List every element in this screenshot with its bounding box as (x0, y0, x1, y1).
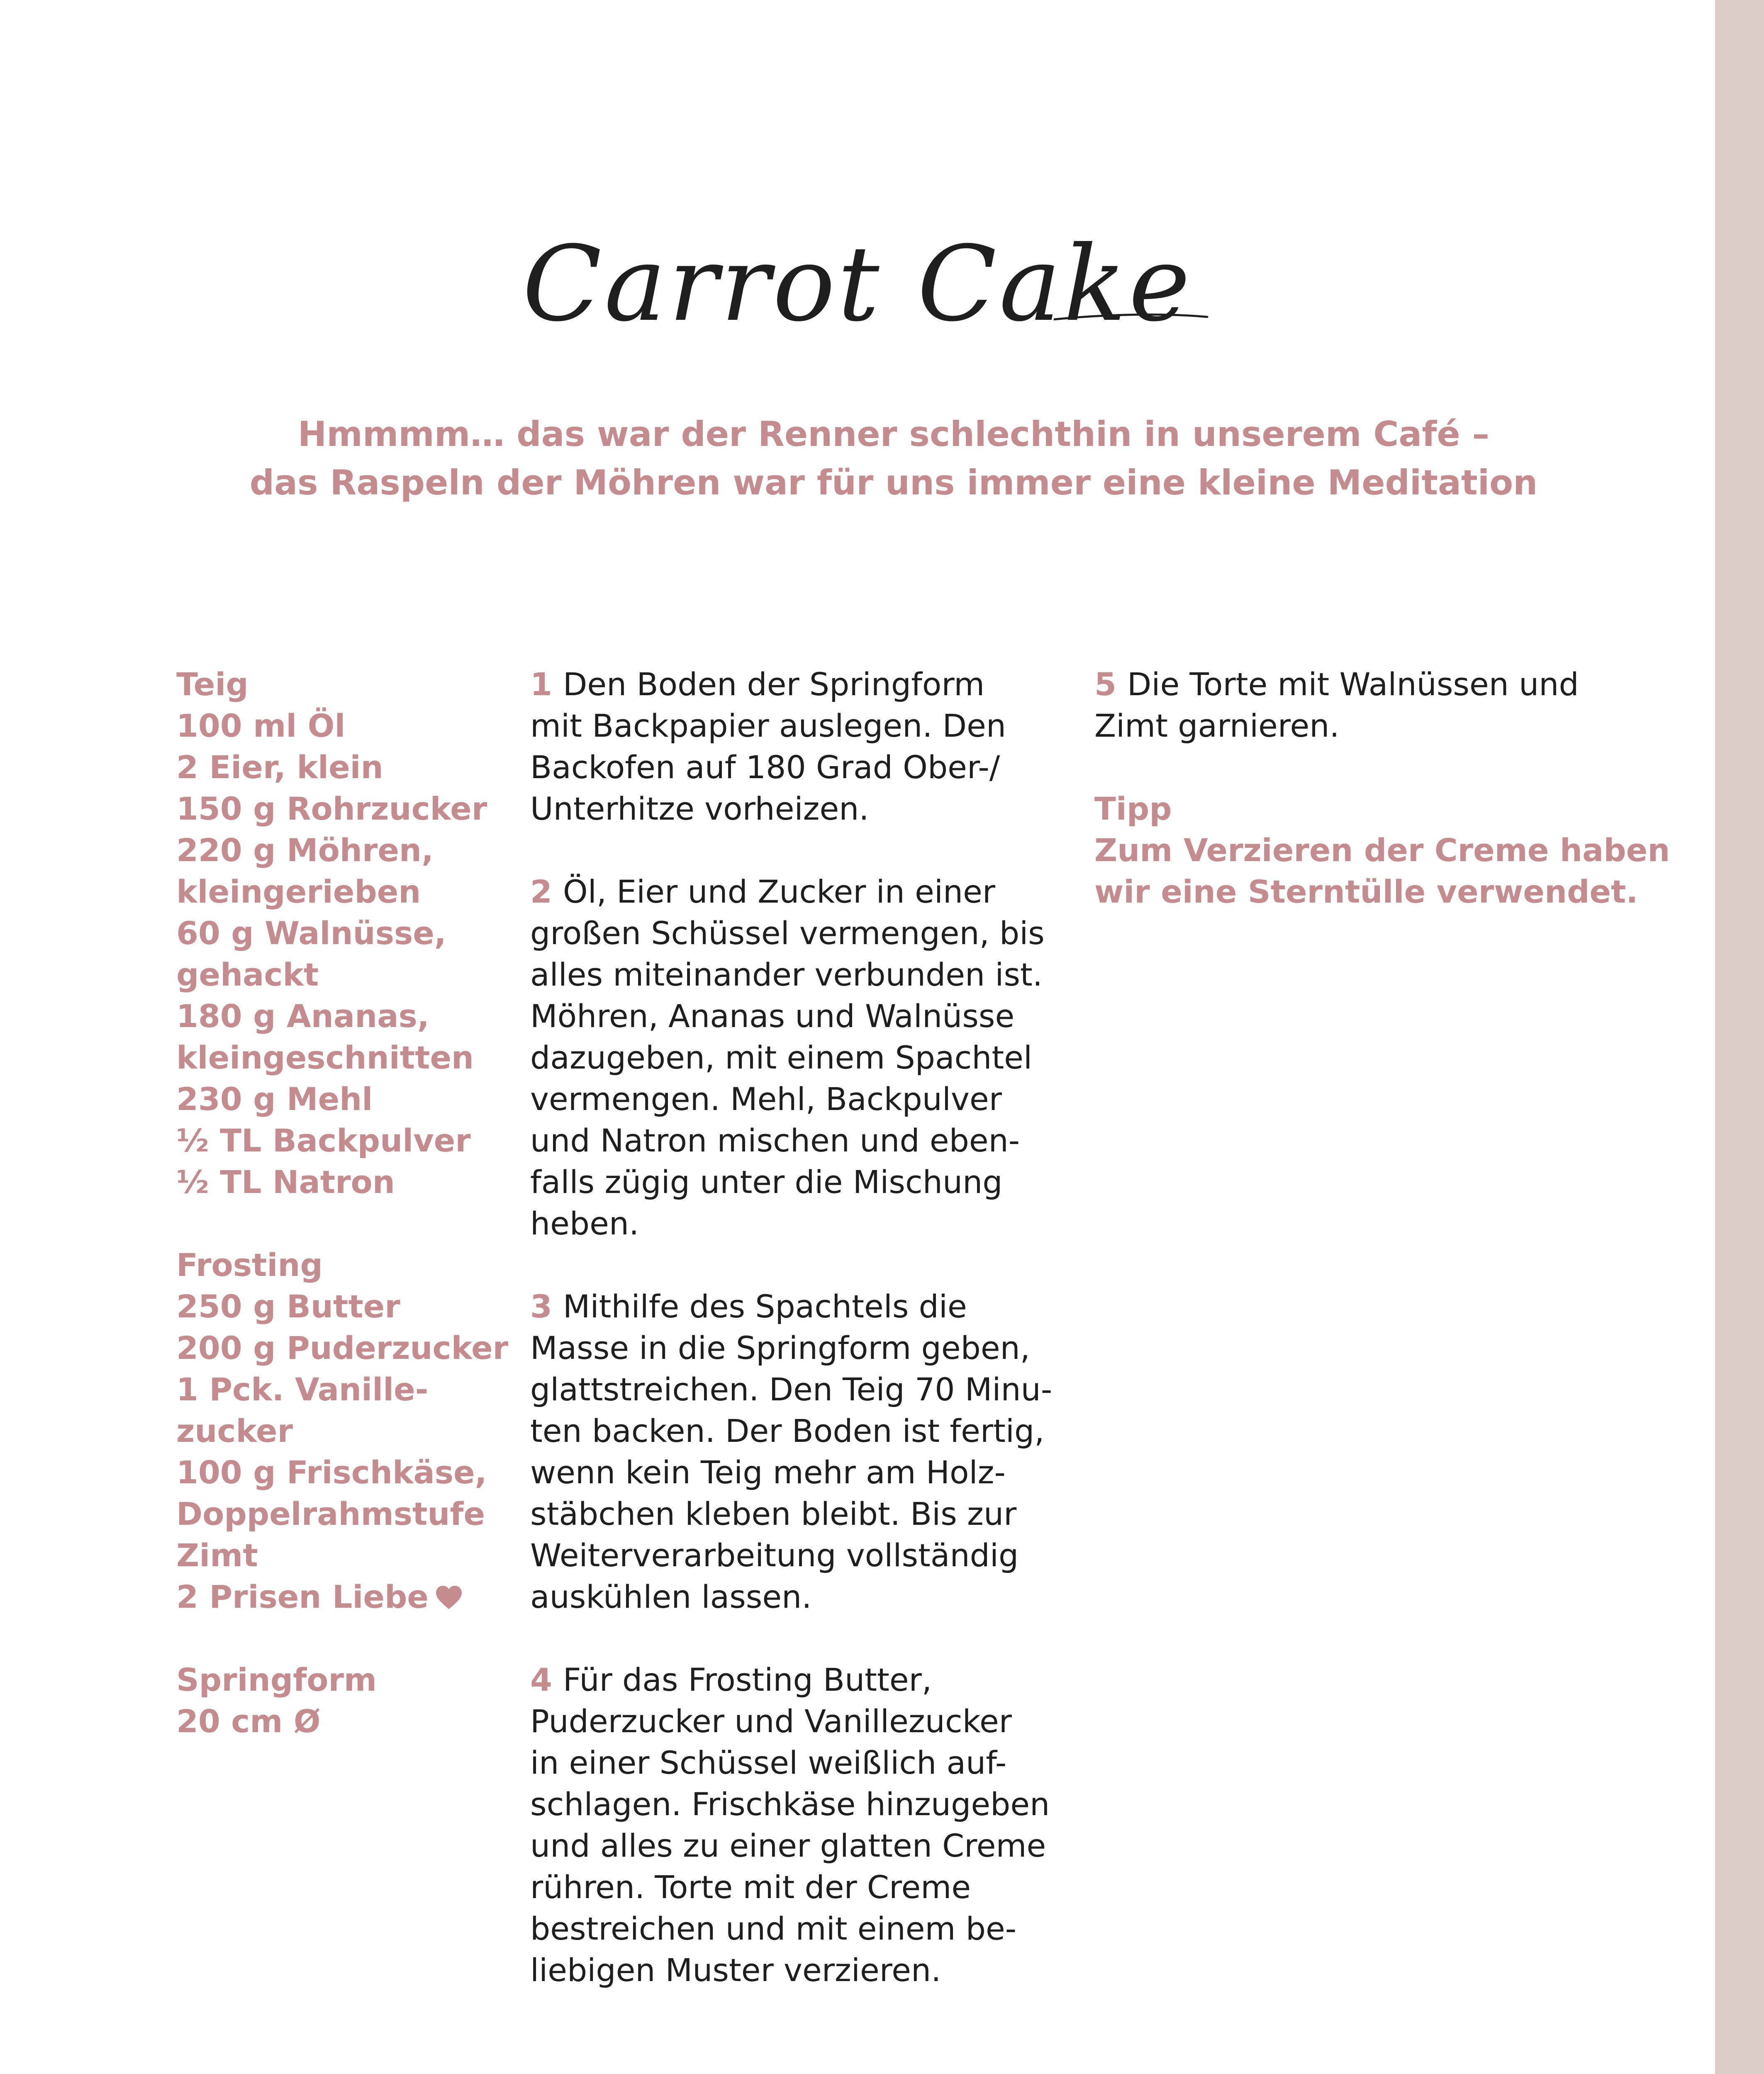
step-text: bestreichen und mit einem be- (530, 1910, 1017, 1947)
springform-size: 20 cm Ø (176, 1703, 321, 1740)
step-3-line (530, 1286, 1070, 1327)
step-text: mit Backpapier auslegen. Den (530, 707, 1006, 744)
ingredients-column (176, 664, 509, 1742)
ingredient: ½ TL Natron (176, 1164, 395, 1200)
teig-heading: Teig (176, 666, 249, 703)
step-number: 4 (530, 1661, 552, 1698)
intro-line-2: das Raspeln der Möhren war für uns immer eine kleine Meditation (249, 463, 1538, 503)
step-text: Weiterverarbeitung vollständig (530, 1537, 1019, 1574)
step-text: und alles zu einer glatten Creme (530, 1827, 1046, 1864)
ingredient: 230 g Mehl (176, 1081, 373, 1117)
step-text: und Natron mischen und eben- (530, 1122, 1020, 1159)
step-text: auskühlen lassen. (530, 1578, 812, 1615)
title-flourish (1054, 307, 1211, 332)
recipe-intro (0, 410, 1764, 507)
step-number: 5 (1094, 666, 1116, 703)
ingredient: Doppelrahmstufe (176, 1495, 485, 1532)
step-number: 3 (530, 1288, 552, 1325)
step-text: glattstreichen. Den Teig 70 Minu- (530, 1371, 1053, 1408)
step-text: Backofen auf 180 Grad Ober-/ (530, 749, 1000, 786)
step-4-line (530, 1659, 1070, 1701)
step-number: 2 (530, 873, 552, 910)
steps-column (530, 664, 1070, 1991)
step-number: 1 (530, 666, 552, 703)
ingredient: gehackt (176, 956, 319, 993)
ingredient: 1 Pck. Vanille- (176, 1371, 429, 1408)
step-text: dazugeben, mit einem Spachtel (530, 1039, 1033, 1076)
step-text: in einer Schüssel weißlich auf- (530, 1744, 1007, 1781)
step-text: wenn kein Teig mehr am Holz- (530, 1454, 1006, 1491)
step-text: großen Schüssel vermengen, bis (530, 915, 1045, 952)
ingredient: 100 ml Öl (176, 707, 346, 744)
step-text: Puderzucker und Vanillezucker (530, 1703, 1012, 1740)
step-text: heben. (530, 1205, 639, 1242)
intro-line-1: Hmmmm… das war der Renner schlechthin in unserem Café – (297, 414, 1490, 454)
springform-heading: Springform (176, 1661, 377, 1698)
ingredient: 2 Eier, klein (176, 749, 383, 786)
ingredient-love (176, 1576, 500, 1618)
ingredient: 150 g Rohrzucker (176, 790, 487, 827)
tip-text: wir eine Sterntülle verwendet. (1094, 873, 1638, 910)
step-2-line (530, 871, 1070, 913)
ingredient: 180 g Ananas, (176, 998, 429, 1035)
ingredient: 250 g Butter (176, 1288, 400, 1325)
heart-icon (434, 1585, 463, 1610)
step-text: alles miteinander verbunden ist. (530, 956, 1043, 993)
step-text: rühren. Torte mit der Creme (530, 1869, 971, 1906)
step-text: Für das Frosting Butter, (563, 1661, 932, 1698)
ingredient: Zimt (176, 1537, 258, 1574)
step-1-line (530, 664, 1070, 705)
step-text: Masse in die Springform geben, (530, 1329, 1030, 1366)
recipe-title: Carrot Cake (522, 224, 1193, 344)
frosting-heading: Frosting (176, 1246, 323, 1283)
ingredient: ½ TL Backpulver (176, 1122, 471, 1159)
step-text: Zimt garnieren. (1094, 707, 1340, 744)
side-band (1715, 0, 1764, 2074)
step-text: vermengen. Mehl, Backpulver (530, 1081, 1002, 1117)
right-column (1094, 664, 1670, 913)
step-text: liebigen Muster verzieren. (530, 1952, 941, 1989)
ingredient: kleingeschnitten (176, 1039, 474, 1076)
step-5-line (1094, 664, 1667, 705)
step-text: falls zügig unter die Mischung (530, 1164, 1003, 1200)
ingredient: zucker (176, 1412, 293, 1449)
step-text: Unterhitze vorheizen. (530, 790, 869, 827)
step-text: Die Torte mit Walnüssen und (1127, 666, 1579, 703)
step-text: ten backen. Der Boden ist fertig, (530, 1412, 1045, 1449)
step-text: schlagen. Frischkäse hinzugeben (530, 1786, 1050, 1823)
step-text: Öl, Eier und Zucker in einer (563, 873, 996, 910)
ingredient: 2 Prisen Liebe (176, 1578, 429, 1615)
step-text: stäbchen kleben bleibt. Bis zur (530, 1495, 1017, 1532)
ingredient: kleingerieben (176, 873, 421, 910)
tip-text: Zum Verzieren der Creme haben (1094, 832, 1670, 869)
step-text: Den Boden der Springform (563, 666, 985, 703)
ingredient: 60 g Walnüsse, (176, 915, 446, 952)
tip-heading: Tipp (1094, 790, 1172, 827)
ingredient: 220 g Möhren, (176, 832, 434, 869)
step-text: Möhren, Ananas und Walnüsse (530, 998, 1015, 1035)
ingredient: 100 g Frischkäse, (176, 1454, 487, 1491)
step-text: Mithilfe des Spachtels die (563, 1288, 967, 1325)
ingredient: 200 g Puderzucker (176, 1329, 509, 1366)
